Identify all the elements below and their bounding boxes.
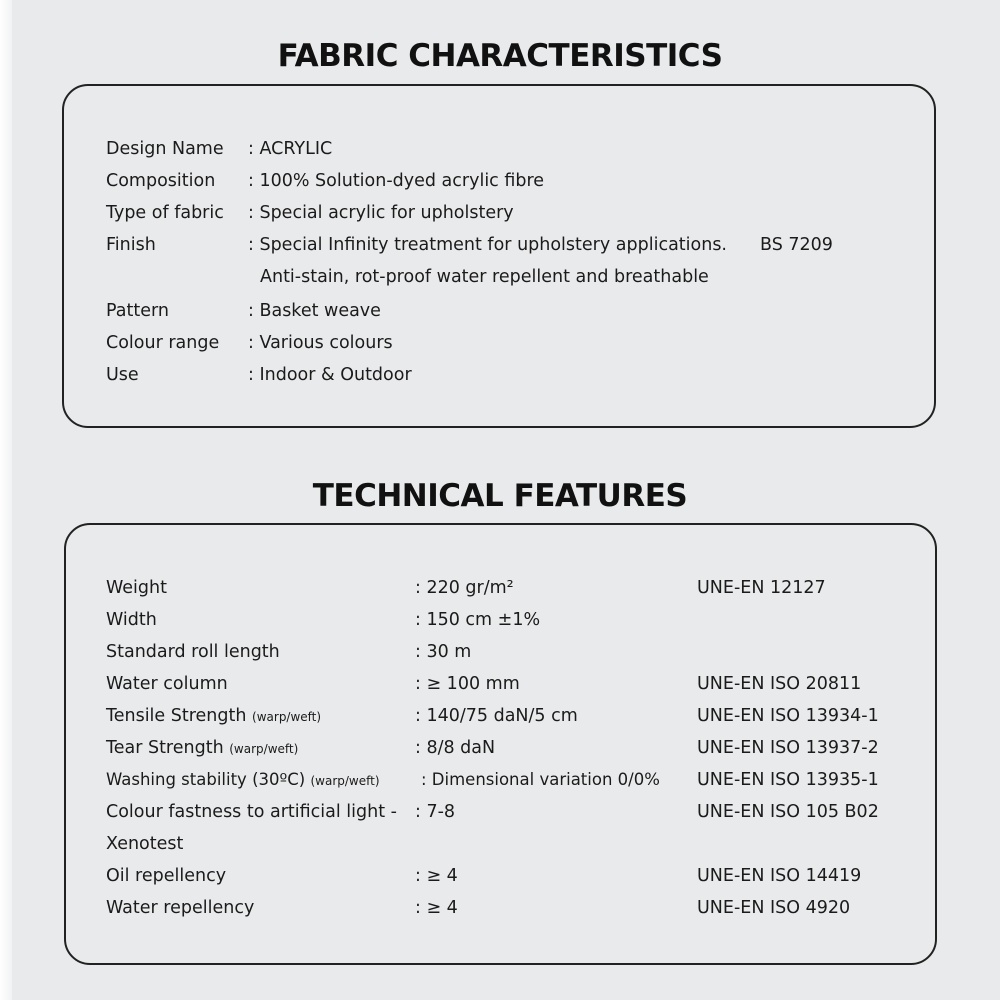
row-value: : Special acrylic for upholstery xyxy=(248,203,514,223)
row-value: : 140/75 daN/5 cm xyxy=(415,706,578,726)
label-text: Tensile Strength xyxy=(106,706,247,726)
row-value: : 220 gr/m² xyxy=(415,578,514,598)
row-label xyxy=(106,769,380,792)
row-standard: UNE-EN ISO 13937-2 xyxy=(697,738,879,758)
row-value: : ACRYLIC xyxy=(248,139,333,159)
row-value: : 30 m xyxy=(415,642,472,662)
row-label: Colour fastness to artificial light - xyxy=(106,802,397,822)
row-value: : 8/8 daN xyxy=(415,738,496,758)
row-standard: UNE-EN ISO 105 B02 xyxy=(697,802,879,822)
row-standard: UNE-EN 12127 xyxy=(697,578,826,598)
row-label: Standard roll length xyxy=(106,642,280,662)
row-value: : 7-8 xyxy=(415,802,456,822)
row-standard: UNE-EN ISO 13935-1 xyxy=(697,770,879,790)
row-label: Xenotest xyxy=(106,834,184,854)
row-label: Composition xyxy=(106,171,216,191)
technical-features-panel xyxy=(64,523,937,965)
row-value: : ≥ 4 xyxy=(415,898,458,918)
row-standard: UNE-EN ISO 13934-1 xyxy=(697,706,879,726)
row-label: Type of fabric xyxy=(106,203,224,223)
row-standard: UNE-EN ISO 14419 xyxy=(697,866,862,886)
row-label xyxy=(106,705,321,728)
row-label: Colour range xyxy=(106,333,220,353)
row-value: : 150 cm ±1% xyxy=(415,610,541,630)
row-label xyxy=(106,737,298,760)
row-label: Water repellency xyxy=(106,898,255,918)
row-standard: UNE-EN ISO 20811 xyxy=(697,674,862,694)
row-standard: UNE-EN ISO 4920 xyxy=(697,898,851,918)
row-label: Use xyxy=(106,365,139,385)
row-label: Width xyxy=(106,610,157,630)
row-value: : Special Infinity treatment for upholstery applications. xyxy=(248,235,727,255)
row-value: : Basket weave xyxy=(248,301,381,321)
row-value: : Dimensional variation 0/0% xyxy=(421,770,660,789)
row-label: Weight xyxy=(106,578,167,598)
row-label: Oil repellency xyxy=(106,866,227,886)
label-text: Washing stability (30ºC) xyxy=(106,770,306,789)
technical-features-heading: TECHNICAL FEATURES xyxy=(312,478,688,514)
row-value: : 100% Solution-dyed acrylic fibre xyxy=(248,171,545,191)
row-label: Water column xyxy=(106,674,228,694)
fabric-characteristics-heading: FABRIC CHARACTERISTICS xyxy=(277,38,723,74)
row-value: : Indoor & Outdoor xyxy=(248,365,412,385)
row-standard: BS 7209 xyxy=(760,235,833,255)
row-value: : Various colours xyxy=(248,333,393,353)
row-label: Pattern xyxy=(106,301,169,321)
label-qualifier: (warp/weft) xyxy=(229,742,299,756)
label-qualifier: (warp/weft) xyxy=(252,710,322,724)
label-qualifier: (warp/weft) xyxy=(310,774,380,788)
row-value: : ≥ 4 xyxy=(415,866,458,886)
row-value: : ≥ 100 mm xyxy=(415,674,520,694)
label-text: Tear Strength xyxy=(106,738,224,758)
fabric-characteristics-panel xyxy=(62,84,936,428)
row-label: Finish xyxy=(106,235,156,255)
row-value: Anti-stain, rot-proof water repellent and breathable xyxy=(260,267,709,287)
row-label: Design Name xyxy=(106,139,224,159)
